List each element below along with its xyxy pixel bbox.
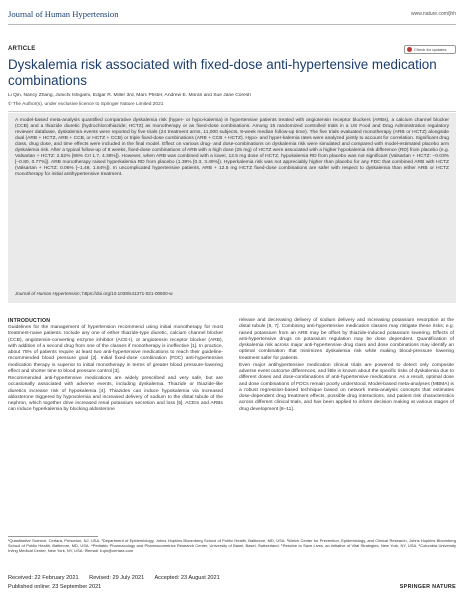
- published-date: Published online: 23 September 2021: [8, 584, 102, 590]
- accepted-date: Accepted: 23 August 2021: [154, 575, 220, 581]
- article-title: Dyskalemia risk associated with fixed-dose anti-hypertensive medication combinations: [8, 57, 437, 88]
- article-dates: [8, 575, 229, 581]
- body-paragraph: Even major antihypertensive medication clinical trials are powered to detect only composite adverse event outcome differences, and little is known about the specific risks of dyskalemia due to different doses and dose-combinations of anti-hypertensive medications. As a result, optimal dose and dose combinations of FDCs remain poorly understood. Model-based meta-analyses (MBMA) is a robust regression-based technique based on network meta-analysis concepts that estimates dose-dependent drug treatment effects, possible drug interactions, and patient risk characteristics across different clinical trials, and has been applied to inform decision making at various stages of drug development [8–11].: [239, 362, 454, 412]
- body-paragraph: Guidelines for the management of hypertension recommend using initial monotherapy for most treatment-naive patients. Include any one of either thiazide-type diuretic, calcium channel blocker (CCB), angiotensin-converting enzyme inhibitor (ACE-I), or angiotensin receptor blocker (ARB), with addition of a second drug from one of the classes if monotherapy is ineffective [1]. In practice, about 75% of patients require at least two anti-hypertensive medications to reach their guideline-recommended blood pressure goal [2]. Initial fixed-dose combination (FDC) anti-hypertensive medication therapy is superior to initial monotherapy in terms of greater blood pressure-lowering effect and shorter time to blood pressure control [3].: [8, 325, 223, 374]
- revised-date: Revised: 29 July 2021: [89, 575, 145, 581]
- abstract-text: A model-based meta-analysis quantified comparative dyskalemia risk (hyper- or hypo-kalemia) in hypertensive patients treated with angiotensin receptor blockers (ARBs), a calcium channel blocker (CCB) and a thiazide diuretic (hydrochlorothiazide; HCTZ) as monotherapy or as fixed-dose combinations. Among 15 randomized controlled trials in a US Food and Drug Administration regulatory reviewer database, dyskalemia events were reported by five trials (24 treatment arms, 11,000 subjects, 8-week median follow-up time). The five trials evaluated monotherapy (ARB or HCTZ) alongside dual (ARB + HCTZ, ARB + CCB, or HCTZ + CCB) or triple fixed-dose combinations (ARB + CCB + HCTZ). Hypo- and hyper-kalemia rates were analyzed jointly to account for correlation. Significant drug class, drug dose, and time effects were included in the final model. Effect on various drug- and dose-combinations on dyskalemia risk were simulated and compared with model-estimated placebo arm dyskalemia risk. After a typical follow-up of 8 weeks, fixed-dose combinations of ARB with a high dose (25 mg) of HCTZ were associated with a higher hypokalemia risk difference (RD) from placebo (e.g. Valsartan + HCTZ: 2.52% [95% CrI 1.7, 4.38%]). However, when ARB was combined with a lower, 12.5 mg dose of HCTZ, hypokalemia RD from placebo was not significant (Valsartan + HCTZ: −0.03% [−0.80, 0.77%]). ARB monotherapy raised hyperkalemia RD from placebo (1.39% [0.3, 3.49%]). Hyperkalemia risk was not appreciably higher than placebo for any FDC that combined ARB with HCTZ (Valsartan + HCTZ: 0.06% [−1.48, 1.64%]). In uncomplicated hypertensive patients, ARB + 12.5 mg HCTZ fixed-dose combinations are safer with respect to dyskalemia than either ARB or HCTZ monotherapy for initial antihypertensive treatment.: [15, 118, 449, 177]
- check-updates-button[interactable]: [404, 45, 456, 54]
- author-list[interactable]: Li Qin, Nancy Zhang, Junichi Ishigami, Edgar R. Miller 3rd, Marc Pfister, Andrew E. Moran and Sue Jane Coresh: [8, 93, 252, 98]
- journal-website[interactable]: www.nature.com/jhh: [410, 11, 456, 17]
- footnote-divider: [8, 536, 98, 537]
- citation-line: [15, 291, 173, 296]
- journal-name[interactable]: Journal of Human Hypertension: [8, 9, 119, 19]
- body-paragraph: Recommended anti-hypertensive medications are widely prescribed and very safe, but are occasionally associated with adverse events, including dyskalemia. Thiazide or thiazide-like diuretics increase risk of hypokalemia [4]. Thiazides can induce hypokalemia via increased aldosterone triggered by hypovolemia and increased delivery of sodium to the distal tubule of the nephron, which together drive increased renal potassium secretion and loss [5]. ACEIs and ARBs can induce hyperkalemia by blocking aldosterone: [8, 376, 223, 413]
- check-updates-icon: [407, 47, 412, 52]
- citation-journal: Journal of Human Hypertension: [15, 291, 80, 296]
- title-divider: [8, 111, 456, 112]
- header-divider: [8, 24, 456, 25]
- copyright-line: © The Author(s), under exclusive licence to Springer Nature Limited 2021: [8, 102, 164, 107]
- left-column: [8, 318, 223, 415]
- received-date: Received: 22 February 2021: [8, 575, 79, 581]
- article-type-label: ARTICLE: [8, 46, 36, 52]
- body-paragraph: release and decreasing delivery of sodium delivery and increasing potassium resorption at the distal tubule [6, 7]. Combining anti-hypertensive medication classes may mitigate these risks; e.g. raised potassium from an ARB may be offset by thiazide-induced potassium lowering. Effects of anti-hypertensive drugs on potassium regulation may be dose dependent. Quantification of dyskalemia risk across major anti-hypertensive drug class and dose combinations may identify an optimal combination that minimizes dyskalemia risk while making blood-pressure lowering treatment safer for patients.: [239, 318, 454, 361]
- publisher-logo: SPRINGER NATURE: [399, 584, 456, 590]
- affiliations-footnote: ¹Quantitative Science, Certara, Princeton, NJ, USA. ²Department of Epidemiology, Johns Hopkins Bloomberg School of Public Health, Baltimore, MD, USA. ³Welch Center for Prevention, Epidemiology, and Clinical Research, Johns Hopkins Bloomberg School of Public Health, Baltimore, MD, USA. ⁴Pediatric Pharmacology and Pharmacometrics Research Center, University of Basel, Basel, Switzerland. ⁵Resolve to Save Lives, an initiative of Vital Strategies, New York, NY, USA. ⁶Columbia University Irving Medical Center, New York, NY, USA. ✉email: li.qin@certara.com: [8, 538, 456, 553]
- section-heading-introduction: INTRODUCTION: [8, 318, 51, 324]
- abstract-box: [8, 113, 456, 303]
- check-updates-label: Check for updates: [414, 47, 447, 52]
- right-column: [239, 318, 454, 414]
- citation-doi[interactable]: ; https://doi.org/10.1038/s41371-021-00600-w: [79, 291, 173, 296]
